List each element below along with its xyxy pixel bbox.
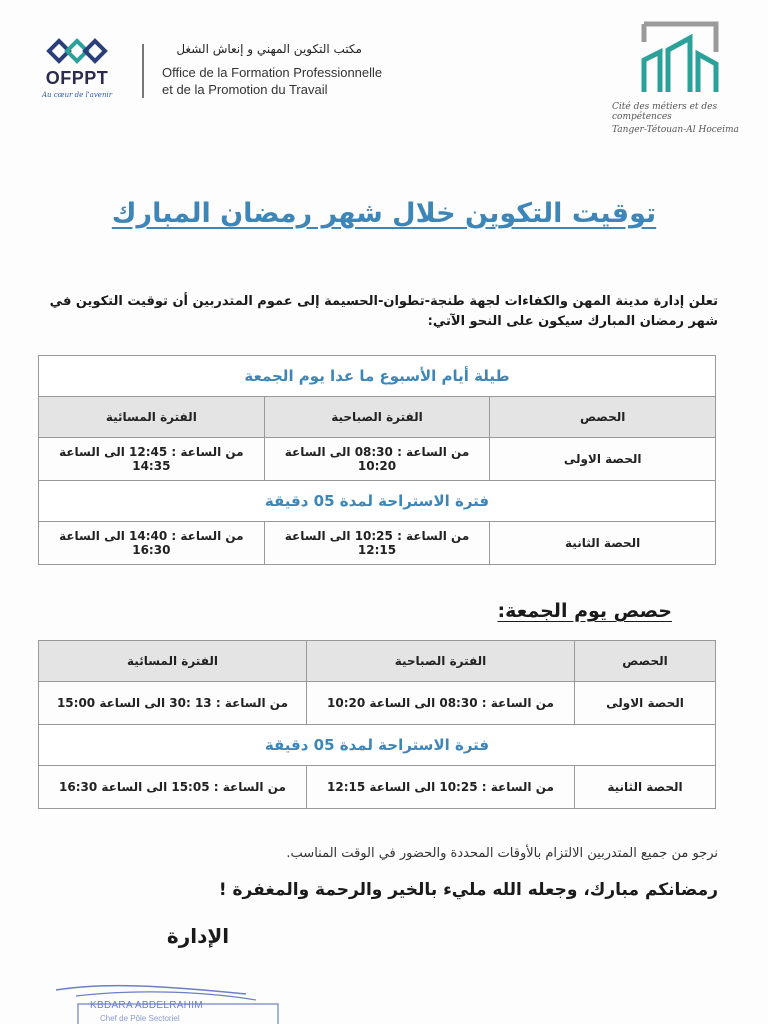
closing-request: نرجو من جميع المتدربين الالتزام بالأوقات المحددة والحضور في الوقت المناسب.: [286, 846, 718, 861]
session-label: الحصة الثانية: [490, 522, 716, 565]
cite-region: Tanger-Tétouan-Al Hoceima: [612, 125, 739, 135]
ofppt-logo-icon: [45, 36, 109, 66]
cite-name: Cité des métiers et des compétences: [612, 102, 718, 122]
break-banner: فترة الاستراحة لمدة 05 دقيقة: [39, 481, 716, 522]
cmc-logo: [612, 20, 756, 135]
closing-greeting: رمضانكم مبارك، وجعله الله مليء بالخير والرحمة والمغفرة !: [218, 880, 718, 900]
evening-time: من الساعة : 12:45 الى الساعة 14:35: [39, 438, 265, 481]
table-row: [39, 438, 716, 481]
cmc-building-icon: [640, 20, 720, 96]
break-banner: فترة الاستراحة لمدة 05 دقيقة: [39, 725, 716, 766]
table-row: [39, 682, 716, 725]
friday-heading: حصص يوم الجمعة:: [497, 600, 672, 622]
org-name-arabic: مكتب التكوين المهني و إنعاش الشغل: [176, 42, 362, 56]
stamp-role: Chef de Pôle Sectoriel: [100, 1014, 180, 1023]
org-french-line2: et de la Promotion du Travail: [162, 82, 328, 97]
org-name-french: [162, 64, 382, 98]
header-sessions: الحصص: [490, 397, 716, 438]
table-row: [39, 522, 716, 565]
logo-tagline: Au cœur de l'avenir: [41, 91, 113, 99]
header-morning: الفترة الصباحية: [307, 641, 575, 682]
ofppt-logo: [38, 36, 116, 99]
morning-time: من الساعة : 10:25 الى الساعة 12:15: [307, 766, 575, 809]
intro-paragraph: تعلن إدارة مدينة المهن والكفاءات لجهة طنجة-تطوان-الحسيمة إلى عموم المتدربين أن توقيت التكوين في شهر رمضان المبارك سيكون على النحو الآتي:: [49, 294, 718, 329]
evening-time: من الساعة : 14:40 الى الساعة 16:30: [39, 522, 265, 565]
header-divider: [142, 44, 144, 98]
evening-time: من الساعة : 15:05 الى الساعة 16:30: [39, 766, 307, 809]
morning-time: من الساعة : 08:30 الى الساعة 10:20: [264, 438, 490, 481]
weekday-banner: طيلة أيام الأسبوع ما عدا يوم الجمعة: [39, 356, 716, 397]
table-row: [39, 766, 716, 809]
morning-time: من الساعة : 10:25 الى الساعة 12:15: [264, 522, 490, 565]
session-label: الحصة الاولى: [490, 438, 716, 481]
org-french-line1: Office de la Formation Professionnelle: [162, 65, 383, 80]
stamp-name: KBDARA ABDELRAHIM: [90, 1000, 203, 1011]
header-morning: الفترة الصباحية: [264, 397, 490, 438]
page-title: توقيت التكوين خلال شهر رمضان المبارك: [111, 198, 657, 229]
header-evening: الفترة المسائية: [39, 641, 307, 682]
session-label: الحصة الثانية: [575, 766, 716, 809]
weekday-schedule-table: [38, 355, 716, 565]
header-sessions: الحصص: [575, 641, 716, 682]
friday-schedule-table: [38, 640, 716, 809]
header-evening: الفترة المسائية: [39, 397, 265, 438]
morning-time: من الساعة : 08:30 الى الساعة 10:20: [307, 682, 575, 725]
logo-text: OFPPT: [45, 68, 109, 88]
session-label: الحصة الاولى: [575, 682, 716, 725]
evening-time: من الساعة : 13 :30 الى الساعة 15:00: [39, 682, 307, 725]
signature-administration: الإدارة: [166, 924, 230, 948]
